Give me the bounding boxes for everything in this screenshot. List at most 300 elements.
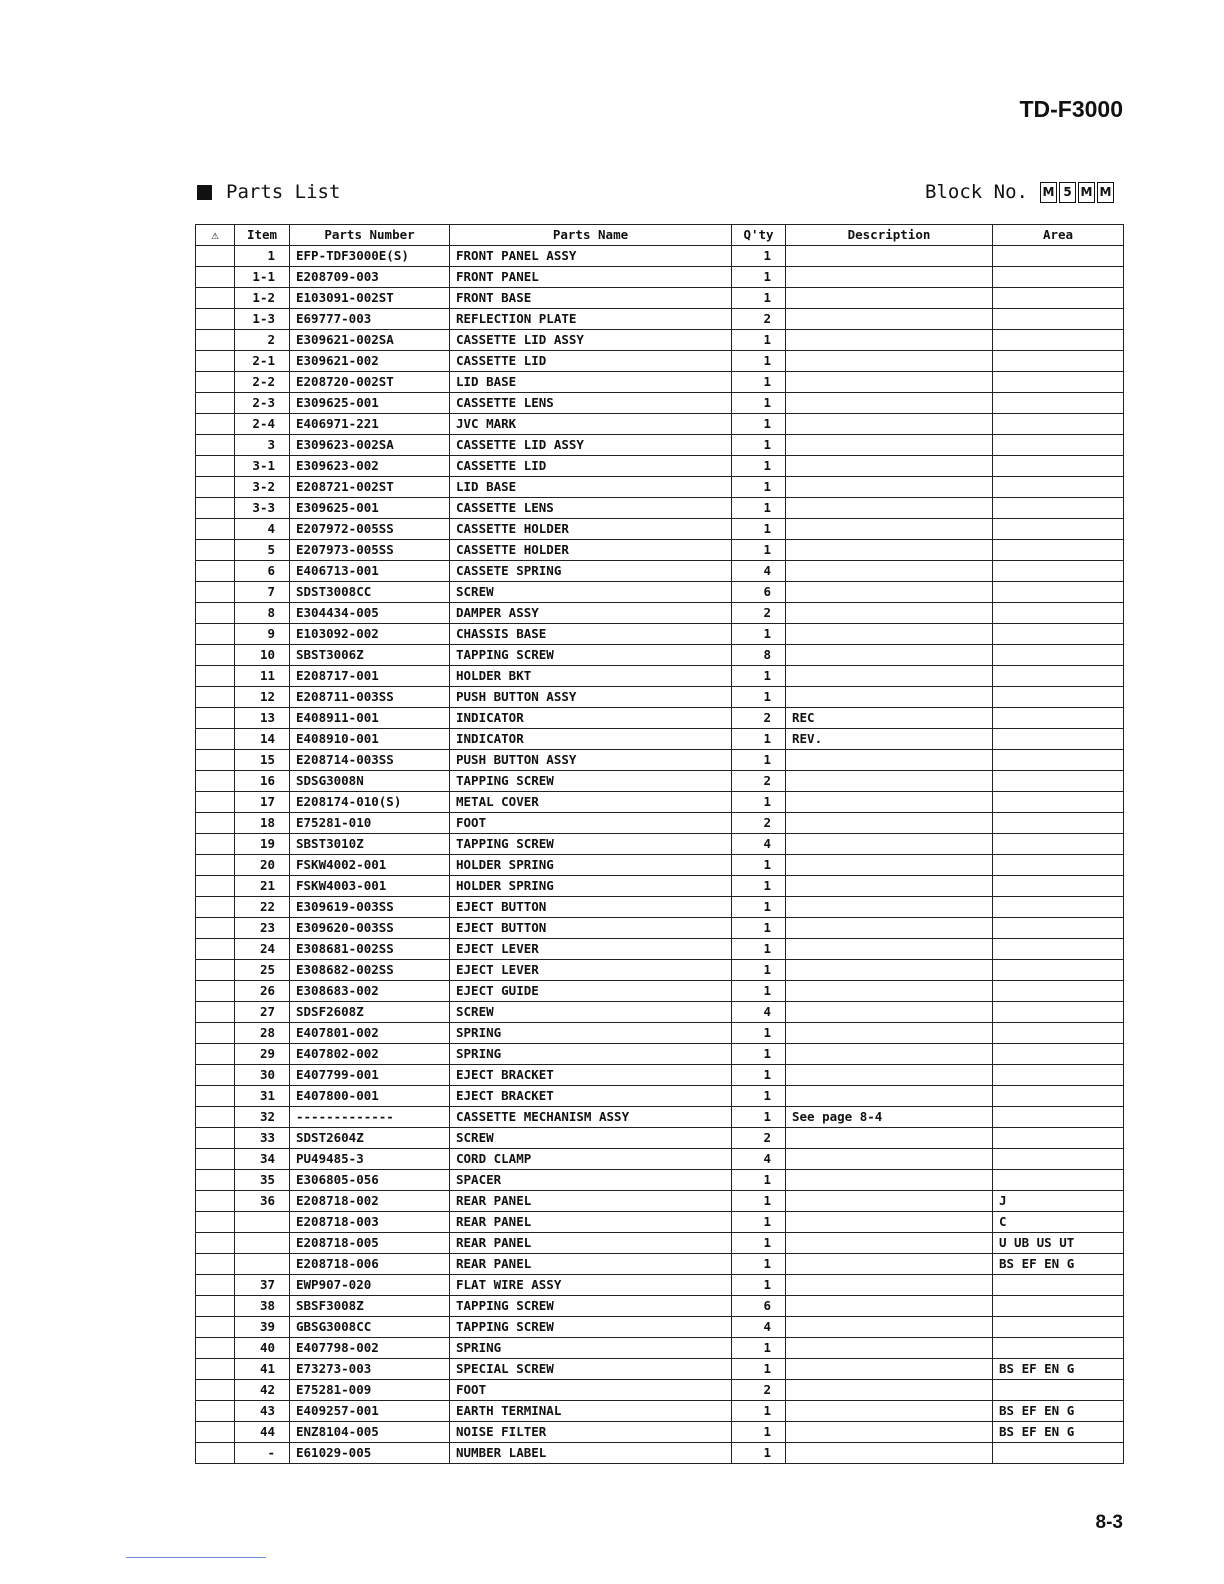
cell-part-name: HOLDER SPRING	[450, 876, 732, 897]
table-row	[196, 246, 1124, 267]
table-row	[196, 1422, 1124, 1443]
table-row	[196, 645, 1124, 666]
cell-area	[993, 393, 1124, 414]
cell-item	[235, 1233, 290, 1254]
cell-qty: 1	[732, 540, 786, 561]
cell-warning	[196, 1317, 235, 1338]
cell-item: 37	[235, 1275, 290, 1296]
cell-item: 39	[235, 1317, 290, 1338]
cell-item: 25	[235, 960, 290, 981]
cell-warning	[196, 414, 235, 435]
cell-part-number: E75281-010	[290, 813, 450, 834]
cell-description	[786, 414, 993, 435]
cell-part-name: EJECT BUTTON	[450, 897, 732, 918]
cell-part-name: FOOT	[450, 1380, 732, 1401]
cell-description	[786, 456, 993, 477]
cell-item: 41	[235, 1359, 290, 1380]
cell-warning	[196, 687, 235, 708]
cell-area	[993, 1338, 1124, 1359]
cell-warning	[196, 1149, 235, 1170]
table-row	[196, 624, 1124, 645]
cell-area	[993, 855, 1124, 876]
cell-qty: 1	[732, 435, 786, 456]
cell-description	[786, 813, 993, 834]
cell-part-name: TAPPING SCREW	[450, 771, 732, 792]
cell-qty: 1	[732, 1212, 786, 1233]
cell-warning	[196, 960, 235, 981]
table-row	[196, 939, 1124, 960]
cell-part-name: FOOT	[450, 813, 732, 834]
cell-qty: 1	[732, 1086, 786, 1107]
cell-part-number: ENZ8104-005	[290, 1422, 450, 1443]
table-row	[196, 897, 1124, 918]
cell-warning	[196, 1401, 235, 1422]
parts-table	[195, 224, 1124, 1464]
cell-item: 43	[235, 1401, 290, 1422]
cell-part-number: SBST3010Z	[290, 834, 450, 855]
cell-qty: 1	[732, 1023, 786, 1044]
cell-area	[993, 1443, 1124, 1464]
cell-qty: 1	[732, 1338, 786, 1359]
cell-description	[786, 1338, 993, 1359]
cell-part-number: E208714-003SS	[290, 750, 450, 771]
cell-item: 1	[235, 246, 290, 267]
cell-warning	[196, 1065, 235, 1086]
cell-description	[786, 939, 993, 960]
cell-part-name: TAPPING SCREW	[450, 834, 732, 855]
table-row	[196, 876, 1124, 897]
cell-qty: 4	[732, 1149, 786, 1170]
cell-area	[993, 309, 1124, 330]
header-part-number: Parts Number	[290, 225, 450, 246]
cell-part-number: E308681-002SS	[290, 939, 450, 960]
cell-item: 6	[235, 561, 290, 582]
cell-qty: 1	[732, 1191, 786, 1212]
cell-area	[993, 729, 1124, 750]
cell-item: 30	[235, 1065, 290, 1086]
cell-part-name: NOISE FILTER	[450, 1422, 732, 1443]
cell-part-name: REAR PANEL	[450, 1212, 732, 1233]
cell-warning	[196, 729, 235, 750]
cell-item: 2	[235, 330, 290, 351]
cell-area	[993, 330, 1124, 351]
cell-area	[993, 1086, 1124, 1107]
cell-part-number: SDSF2608Z	[290, 1002, 450, 1023]
header-area: Area	[993, 225, 1124, 246]
table-row	[196, 1044, 1124, 1065]
cell-part-name: CASSETTE LENS	[450, 393, 732, 414]
cell-part-number: SDST2604Z	[290, 1128, 450, 1149]
cell-description	[786, 1422, 993, 1443]
cell-qty: 1	[732, 1170, 786, 1191]
cell-part-number: E103091-002ST	[290, 288, 450, 309]
cell-part-name: FLAT WIRE ASSY	[450, 1275, 732, 1296]
table-row	[196, 1359, 1124, 1380]
cell-description	[786, 645, 993, 666]
cell-part-number: E208717-001	[290, 666, 450, 687]
cell-qty: 4	[732, 1317, 786, 1338]
table-row	[196, 1149, 1124, 1170]
cell-qty: 1	[732, 1107, 786, 1128]
cell-item: 11	[235, 666, 290, 687]
cell-part-name: EARTH TERMINAL	[450, 1401, 732, 1422]
block-codes	[1040, 182, 1116, 203]
cell-qty: 1	[732, 1254, 786, 1275]
table-row	[196, 792, 1124, 813]
cell-item: 42	[235, 1380, 290, 1401]
cell-part-number: E407801-002	[290, 1023, 450, 1044]
cell-item: 18	[235, 813, 290, 834]
cell-area	[993, 414, 1124, 435]
cell-item: 2-1	[235, 351, 290, 372]
cell-area	[993, 246, 1124, 267]
table-row	[196, 288, 1124, 309]
table-row	[196, 1212, 1124, 1233]
table-row	[196, 435, 1124, 456]
cell-warning	[196, 666, 235, 687]
cell-part-number: E207973-005SS	[290, 540, 450, 561]
cell-part-number: E407799-001	[290, 1065, 450, 1086]
cell-description: REV.	[786, 729, 993, 750]
cell-item: 35	[235, 1170, 290, 1191]
cell-part-name: PUSH BUTTON ASSY	[450, 750, 732, 771]
table-row	[196, 1317, 1124, 1338]
cell-part-name: REAR PANEL	[450, 1254, 732, 1275]
cell-part-name: CORD CLAMP	[450, 1149, 732, 1170]
cell-area	[993, 1296, 1124, 1317]
cell-qty: 4	[732, 1002, 786, 1023]
cell-description	[786, 603, 993, 624]
cell-qty: 1	[732, 351, 786, 372]
cell-qty: 1	[732, 750, 786, 771]
cell-description: REC	[786, 708, 993, 729]
cell-description	[786, 1128, 993, 1149]
cell-area	[993, 561, 1124, 582]
cell-item: 7	[235, 582, 290, 603]
cell-description	[786, 771, 993, 792]
square-bullet-icon	[197, 185, 212, 200]
cell-warning	[196, 876, 235, 897]
cell-area	[993, 603, 1124, 624]
cell-part-name: TAPPING SCREW	[450, 645, 732, 666]
cell-part-number: E407798-002	[290, 1338, 450, 1359]
cell-description	[786, 561, 993, 582]
cell-item: 17	[235, 792, 290, 813]
cell-item: 36	[235, 1191, 290, 1212]
cell-part-name: METAL COVER	[450, 792, 732, 813]
cell-qty: 4	[732, 561, 786, 582]
cell-item: 3	[235, 435, 290, 456]
table-row	[196, 834, 1124, 855]
cell-qty: 1	[732, 246, 786, 267]
cell-area	[993, 498, 1124, 519]
cell-qty: 2	[732, 1380, 786, 1401]
cell-qty: 1	[732, 1233, 786, 1254]
cell-warning	[196, 1128, 235, 1149]
cell-warning	[196, 981, 235, 1002]
cell-item	[235, 1212, 290, 1233]
cell-part-name: CASSETTE HOLDER	[450, 540, 732, 561]
cell-description	[786, 372, 993, 393]
cell-part-number: E304434-005	[290, 603, 450, 624]
cell-item: 2-2	[235, 372, 290, 393]
cell-part-name: CASSETTE LID ASSY	[450, 330, 732, 351]
cell-area: BS EF EN G	[993, 1422, 1124, 1443]
table-row	[196, 960, 1124, 981]
cell-part-number: E309619-003SS	[290, 897, 450, 918]
cell-description	[786, 624, 993, 645]
table-row	[196, 1002, 1124, 1023]
cell-qty: 1	[732, 981, 786, 1002]
cell-part-name: CASSETTE MECHANISM ASSY	[450, 1107, 732, 1128]
cell-item: 40	[235, 1338, 290, 1359]
cell-warning	[196, 1380, 235, 1401]
cell-part-name: HOLDER BKT	[450, 666, 732, 687]
cell-warning	[196, 1170, 235, 1191]
cell-area	[993, 666, 1124, 687]
cell-part-name: CASSETTE LENS	[450, 498, 732, 519]
cell-warning	[196, 1107, 235, 1128]
table-row	[196, 1107, 1124, 1128]
cell-qty: 2	[732, 771, 786, 792]
cell-part-name: SCREW	[450, 582, 732, 603]
cell-part-number: E208718-006	[290, 1254, 450, 1275]
cell-qty: 1	[732, 267, 786, 288]
cell-part-number: E406713-001	[290, 561, 450, 582]
table-row	[196, 330, 1124, 351]
cell-area: J	[993, 1191, 1124, 1212]
cell-item: 1-2	[235, 288, 290, 309]
cell-description	[786, 540, 993, 561]
cell-part-name: PUSH BUTTON ASSY	[450, 687, 732, 708]
cell-warning	[196, 918, 235, 939]
cell-description	[786, 498, 993, 519]
cell-item: 32	[235, 1107, 290, 1128]
header-qty: Q'ty	[732, 225, 786, 246]
block-code: 5	[1059, 182, 1076, 203]
cell-part-name: EJECT LEVER	[450, 939, 732, 960]
table-row	[196, 1191, 1124, 1212]
cell-area	[993, 519, 1124, 540]
cell-warning	[196, 1275, 235, 1296]
cell-warning	[196, 603, 235, 624]
block-code: M	[1078, 182, 1095, 203]
cell-area: BS EF EN G	[993, 1254, 1124, 1275]
cell-part-name: EJECT BUTTON	[450, 918, 732, 939]
cell-part-name: SPECIAL SCREW	[450, 1359, 732, 1380]
cell-item: 1-1	[235, 267, 290, 288]
cell-qty: 1	[732, 498, 786, 519]
cell-warning	[196, 1191, 235, 1212]
cell-warning	[196, 1296, 235, 1317]
cell-description	[786, 792, 993, 813]
table-row	[196, 603, 1124, 624]
table-row	[196, 267, 1124, 288]
cell-area	[993, 624, 1124, 645]
cell-part-number: PU49485-3	[290, 1149, 450, 1170]
cell-part-name: REAR PANEL	[450, 1233, 732, 1254]
table-row	[196, 1128, 1124, 1149]
cell-part-number: E103092-002	[290, 624, 450, 645]
cell-warning	[196, 1359, 235, 1380]
cell-part-name: JVC MARK	[450, 414, 732, 435]
cell-warning	[196, 1002, 235, 1023]
cell-description	[786, 1443, 993, 1464]
table-row	[196, 918, 1124, 939]
cell-description: See page 8-4	[786, 1107, 993, 1128]
cell-description	[786, 1359, 993, 1380]
table-row	[196, 729, 1124, 750]
table-row	[196, 456, 1124, 477]
cell-area	[993, 708, 1124, 729]
cell-part-name: FRONT PANEL	[450, 267, 732, 288]
table-row	[196, 1443, 1124, 1464]
cell-part-number: EFP-TDF3000E(S)	[290, 246, 450, 267]
cell-part-number: E208718-002	[290, 1191, 450, 1212]
cell-warning	[196, 519, 235, 540]
cell-qty: 1	[732, 792, 786, 813]
cell-description	[786, 267, 993, 288]
cell-qty: 6	[732, 582, 786, 603]
cell-warning	[196, 792, 235, 813]
cell-qty: 1	[732, 855, 786, 876]
table-row	[196, 582, 1124, 603]
cell-warning	[196, 1023, 235, 1044]
cell-part-name: SPRING	[450, 1044, 732, 1065]
cell-warning	[196, 834, 235, 855]
cell-item: 27	[235, 1002, 290, 1023]
cell-description	[786, 1170, 993, 1191]
cell-area	[993, 813, 1124, 834]
cell-warning	[196, 288, 235, 309]
cell-warning	[196, 330, 235, 351]
cell-part-number: E69777-003	[290, 309, 450, 330]
cell-qty: 1	[732, 1443, 786, 1464]
cell-part-name: INDICATOR	[450, 729, 732, 750]
cell-area: U UB US UT	[993, 1233, 1124, 1254]
block-label: Block No.	[925, 181, 1028, 203]
cell-warning	[196, 372, 235, 393]
table-row	[196, 1065, 1124, 1086]
table-row	[196, 372, 1124, 393]
cell-qty: 8	[732, 645, 786, 666]
cell-item: 13	[235, 708, 290, 729]
cell-area	[993, 1128, 1124, 1149]
page-number: 8-3	[1095, 1512, 1123, 1533]
header-part-name: Parts Name	[450, 225, 732, 246]
cell-qty: 1	[732, 393, 786, 414]
table-row	[196, 750, 1124, 771]
cell-part-number: E208174-010(S)	[290, 792, 450, 813]
cell-area: C	[993, 1212, 1124, 1233]
cell-part-number: E208711-003SS	[290, 687, 450, 708]
cell-description	[786, 1086, 993, 1107]
table-row	[196, 855, 1124, 876]
cell-item: 26	[235, 981, 290, 1002]
table-row	[196, 309, 1124, 330]
block-code: M	[1040, 182, 1057, 203]
cell-area	[993, 1275, 1124, 1296]
table-row	[196, 561, 1124, 582]
table-row	[196, 1275, 1124, 1296]
cell-part-number: E309621-002	[290, 351, 450, 372]
cell-area	[993, 477, 1124, 498]
cell-part-name: SCREW	[450, 1128, 732, 1149]
cell-part-number: E208718-005	[290, 1233, 450, 1254]
cell-part-number: E309625-001	[290, 393, 450, 414]
cell-part-name: CASSETTE HOLDER	[450, 519, 732, 540]
cell-part-number: E208718-003	[290, 1212, 450, 1233]
cell-qty: 1	[732, 519, 786, 540]
cell-part-name: INDICATOR	[450, 708, 732, 729]
cell-part-name: EJECT BRACKET	[450, 1086, 732, 1107]
cell-part-name: HOLDER SPRING	[450, 855, 732, 876]
cell-qty: 1	[732, 666, 786, 687]
cell-item: 4	[235, 519, 290, 540]
cell-description	[786, 1380, 993, 1401]
cell-description	[786, 981, 993, 1002]
cell-part-number: SDSG3008N	[290, 771, 450, 792]
cell-qty: 4	[732, 834, 786, 855]
cell-area	[993, 1149, 1124, 1170]
cell-area	[993, 750, 1124, 771]
cell-part-name: SCREW	[450, 1002, 732, 1023]
cell-part-name: SPRING	[450, 1023, 732, 1044]
cell-description	[786, 519, 993, 540]
header-item: Item	[235, 225, 290, 246]
cell-description	[786, 1233, 993, 1254]
cell-description	[786, 1296, 993, 1317]
cell-warning	[196, 708, 235, 729]
cell-qty: 1	[732, 1065, 786, 1086]
cell-warning	[196, 582, 235, 603]
cell-part-number: E408911-001	[290, 708, 450, 729]
cell-qty: 1	[732, 1275, 786, 1296]
cell-area	[993, 1023, 1124, 1044]
cell-description	[786, 687, 993, 708]
cell-area	[993, 1107, 1124, 1128]
cell-part-number: E409257-001	[290, 1401, 450, 1422]
table-row	[196, 519, 1124, 540]
table-row	[196, 708, 1124, 729]
cell-part-number: E75281-009	[290, 1380, 450, 1401]
cell-part-name: CASSETTE LID	[450, 456, 732, 477]
cell-part-name: TAPPING SCREW	[450, 1317, 732, 1338]
cell-warning	[196, 1044, 235, 1065]
cell-qty: 1	[732, 918, 786, 939]
cell-qty: 2	[732, 1128, 786, 1149]
cell-qty: 2	[732, 309, 786, 330]
block-number	[925, 181, 1116, 203]
cell-part-number: E406971-221	[290, 414, 450, 435]
cell-area	[993, 1380, 1124, 1401]
cell-description	[786, 477, 993, 498]
cell-qty: 1	[732, 414, 786, 435]
cell-warning	[196, 1254, 235, 1275]
cell-qty: 2	[732, 813, 786, 834]
cell-description	[786, 918, 993, 939]
cell-area	[993, 372, 1124, 393]
cell-qty: 6	[732, 1296, 786, 1317]
header-description: Description	[786, 225, 993, 246]
cell-item: 10	[235, 645, 290, 666]
cell-description	[786, 393, 993, 414]
cell-part-number: E407800-001	[290, 1086, 450, 1107]
cell-description	[786, 960, 993, 981]
cell-qty: 1	[732, 477, 786, 498]
cell-description	[786, 1317, 993, 1338]
cell-area	[993, 645, 1124, 666]
